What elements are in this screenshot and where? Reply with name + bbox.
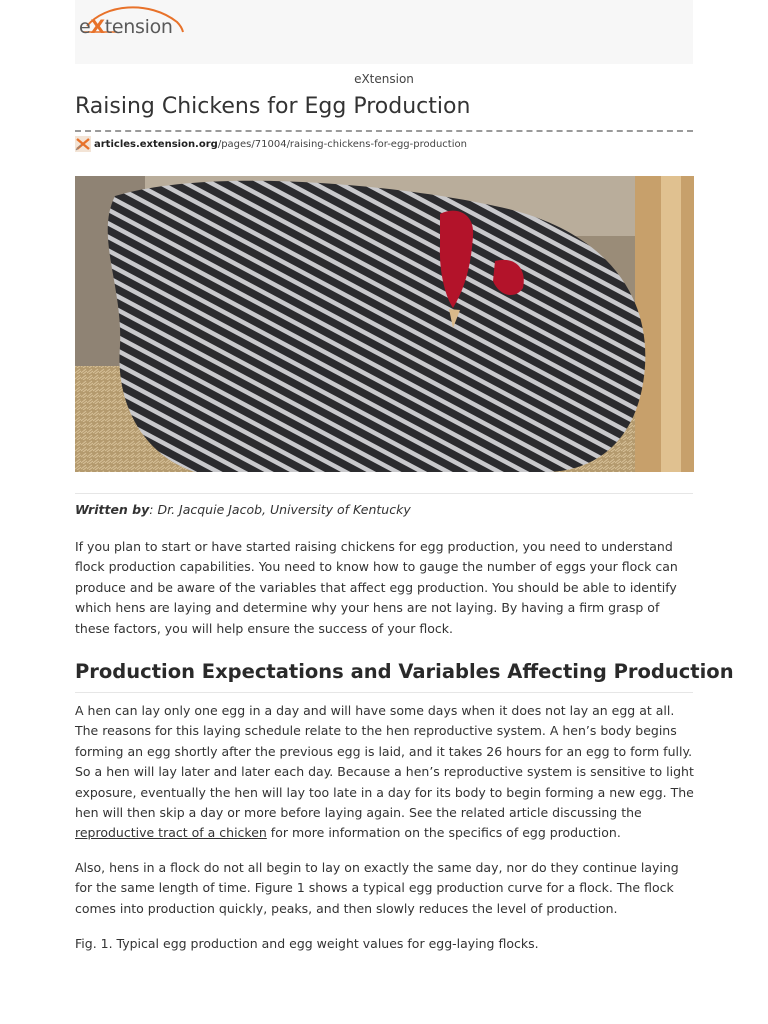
logo-text-prefix: e [79, 16, 91, 38]
flock-paragraph: Also, hens in a flock do not all begin to lay on exactly the same day, nor do they continue laying for the same length of time. Figure 1 shows a typical egg production curve for a flock. The flock comes into production quickly, peaks, and then slowly reduces the level of production. [75, 860, 679, 916]
extension-favicon-icon [75, 136, 91, 152]
title-divider [75, 130, 693, 132]
source-domain: articles.extension.org [94, 138, 218, 150]
logo-text-suffix: tension [104, 16, 173, 38]
production-text-before: A hen can lay only one egg in a day and will have some days when it does not lay an egg at all. The reasons for this laying schedule relate to the hen reproductive system. A hen’s body begins forming an egg shortly after the previous egg is laid, and it takes 26 hours for an egg to form fully. So a hen will lay later and later each day. Because a hen’s reproductive system is sensitive to light exposure, eventually the hen will lay too late in a day for its body to begin forming a new egg. The hen will then skip a day or more before laying again. See the related article discussing the [75, 703, 694, 821]
section-divider [75, 692, 693, 693]
intro-paragraph: If you plan to start or have started raising chickens for egg production, you need to understand flock production capabilities. You need to know how to gauge the number of eggs your flock can produce and be aware of the variables that affect egg production. You should be able to identify which hens are laying and determine why your hens are not laying. By having a firm grasp of these factors, you will help ensure the success of your flock. [75, 539, 678, 636]
reproductive-tract-link[interactable]: reproductive tract of a chicken [75, 825, 267, 841]
byline [75, 502, 411, 517]
figure-caption: Fig. 1. Typical egg production and egg weight values for egg-laying flocks. [75, 936, 539, 951]
site-name: eXtension [354, 72, 414, 86]
logo-wordmark[interactable] [79, 16, 173, 38]
source-path: /pages/71004/raising-chickens-for-egg-production [217, 138, 467, 150]
byline-author: Dr. Jacquie Jacob, University of Kentucky [157, 502, 411, 517]
byline-separator: : [149, 502, 158, 517]
hen-hero-image [75, 176, 694, 472]
logo-text-x: X [90, 16, 105, 38]
production-text-after: for more information on the specifics of egg production. [266, 825, 621, 841]
source-link[interactable] [75, 136, 467, 152]
byline-divider [75, 493, 693, 494]
byline-label: Written by [75, 502, 150, 517]
page-title: Raising Chickens for Egg Production [75, 94, 471, 119]
section-heading: Production Expectations and Variables Affecting Production [75, 660, 734, 683]
production-paragraph [75, 701, 695, 844]
